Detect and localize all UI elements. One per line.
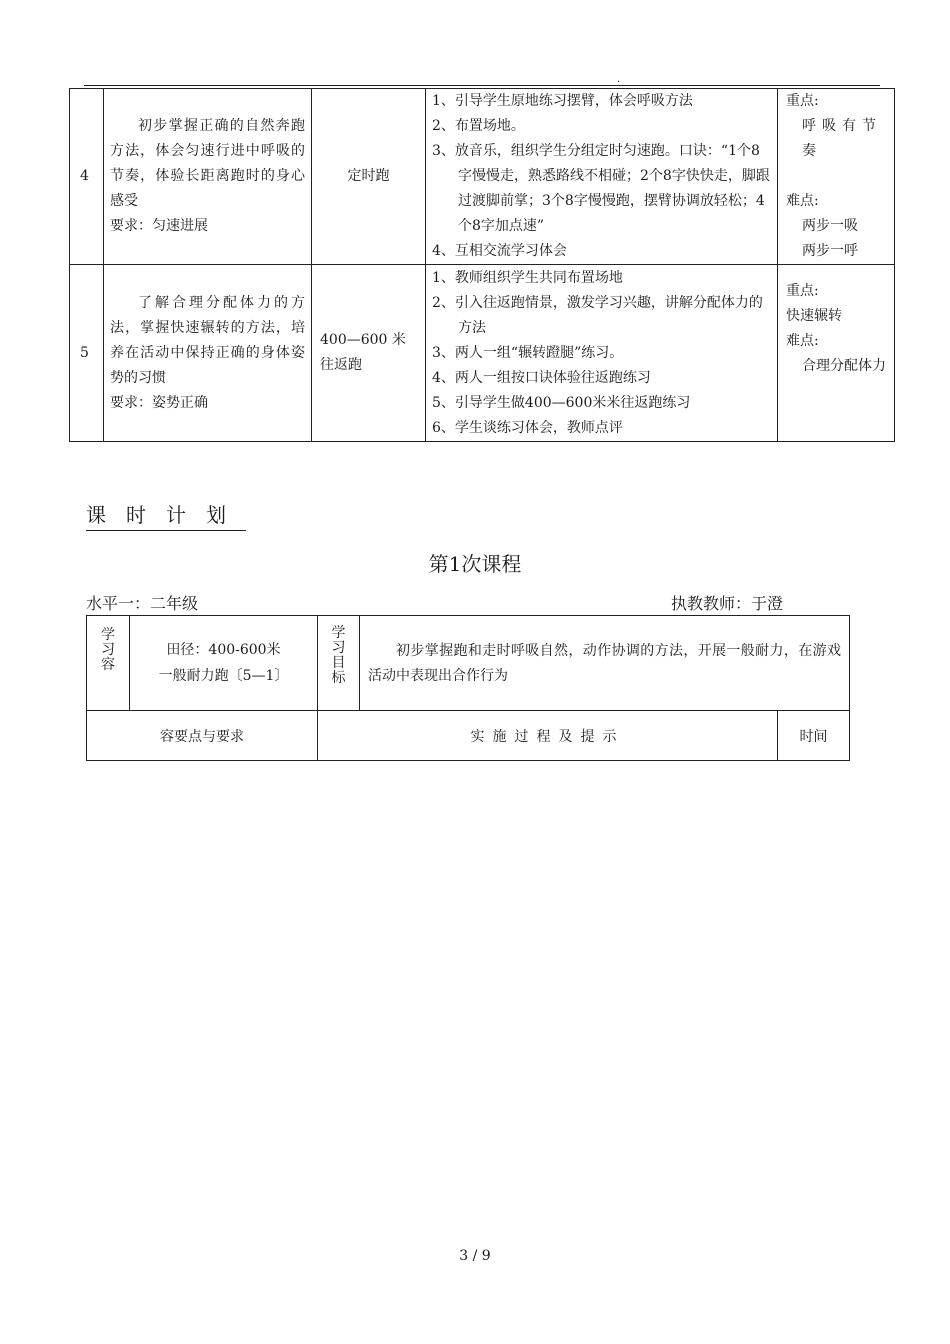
col-process: 实施过程及提示 xyxy=(318,711,778,761)
process-step: 4、两人一组按口诀体验往返跑练习 xyxy=(432,369,651,386)
teacher-name: 执教教师：于澄 xyxy=(671,594,784,613)
process-step: 1、引导学生原地练习摆臂，体会呼吸方法 xyxy=(432,93,693,109)
difficulty-label: 难点: xyxy=(786,333,819,349)
process-step: 2、布置场地。 xyxy=(432,118,525,134)
header-mark: . xyxy=(617,74,621,85)
row-process xyxy=(426,265,778,442)
row-keypoints xyxy=(778,89,895,265)
table-row xyxy=(70,89,895,265)
lesson-title: 第1次课程 xyxy=(428,552,522,576)
table-row xyxy=(70,265,895,442)
process-step: 5、引导学生做400—600米米往返跑练习 xyxy=(432,394,691,411)
row-process xyxy=(426,89,778,265)
process-step: 3、两人一组“辗转蹬腿”练习。 xyxy=(432,344,624,361)
process-step: 3、放音乐，组织学生分组定时匀速跑。口诀：“1个8字慢慢走，熟悉路线不相碰；2个8字快快走，脚跟过渡脚前掌；3个8字慢慢跑，摆臂协调放轻松；4个8字加点速” xyxy=(432,143,770,234)
process-step: 6、学生谈练习体会，教师点评 xyxy=(432,419,623,436)
process-step: 4、互相交流学习体会 xyxy=(432,243,567,259)
content-label-cell xyxy=(87,616,130,711)
col-time: 时间 xyxy=(778,711,850,761)
goal-label-cell xyxy=(318,616,360,711)
difficulty-value: 合理分配体力 xyxy=(802,358,886,374)
row-item: 定时跑 xyxy=(312,89,426,265)
goal-text: 了解合理分配体力的方法，掌握快速辗转的方法，培养在活动中保持正确的身体姿势的习惯 xyxy=(110,294,305,386)
lesson-table xyxy=(86,615,850,761)
difficulty-value: 两步一呼 xyxy=(802,243,858,259)
page-number: 3 / 9 xyxy=(459,1248,491,1264)
goal-text: 初步掌握跑和走时呼吸自然，动作协调的方法，开展一般耐力，在游戏活动中表现出合作行为 xyxy=(360,616,850,711)
grade-level: 水平一：二年级 xyxy=(86,594,199,613)
row-goal xyxy=(104,265,312,442)
row-keypoints xyxy=(778,265,895,442)
goal-requirement: 要求：匀速进展 xyxy=(110,218,208,234)
header-rule xyxy=(84,85,880,86)
key-value: 快速辗转 xyxy=(786,308,842,324)
key-value: 呼吸有节奏 xyxy=(802,118,882,159)
activity-table xyxy=(69,88,895,442)
row-number: 4 xyxy=(70,89,104,265)
table-row xyxy=(87,711,850,761)
content-label: 学习容 xyxy=(101,627,115,673)
key-label: 重点: xyxy=(786,283,819,299)
plan-title: 课时计划 xyxy=(86,499,246,531)
content-line: 田径：400-600米 xyxy=(166,642,281,658)
row-number: 5 xyxy=(70,265,104,442)
row-item: 400—600 米往返跑 xyxy=(312,265,426,442)
difficulty-value: 两步一吸 xyxy=(802,218,858,234)
content-cell xyxy=(130,616,318,711)
goal-label: 学习目标 xyxy=(331,625,346,686)
col-points: 容要点与要求 xyxy=(87,711,318,761)
process-step: 1、教师组织学生共同布置场地 xyxy=(432,269,623,286)
process-step: 2、引入往返跑情景，激发学习兴趣，讲解分配体力的方法 xyxy=(432,294,763,336)
goal-requirement: 要求：姿势正确 xyxy=(110,394,208,411)
table-row xyxy=(87,616,850,711)
content-line: 一般耐力跑〔5—1〕 xyxy=(158,668,289,684)
difficulty-label: 难点: xyxy=(786,193,819,209)
row-goal xyxy=(104,89,312,265)
goal-text: 初步掌握正确的自然奔跑方法，体会匀速行进中呼吸的节奏，体验长距离跑时的身心感受 xyxy=(110,118,305,209)
key-label: 重点: xyxy=(786,93,819,109)
